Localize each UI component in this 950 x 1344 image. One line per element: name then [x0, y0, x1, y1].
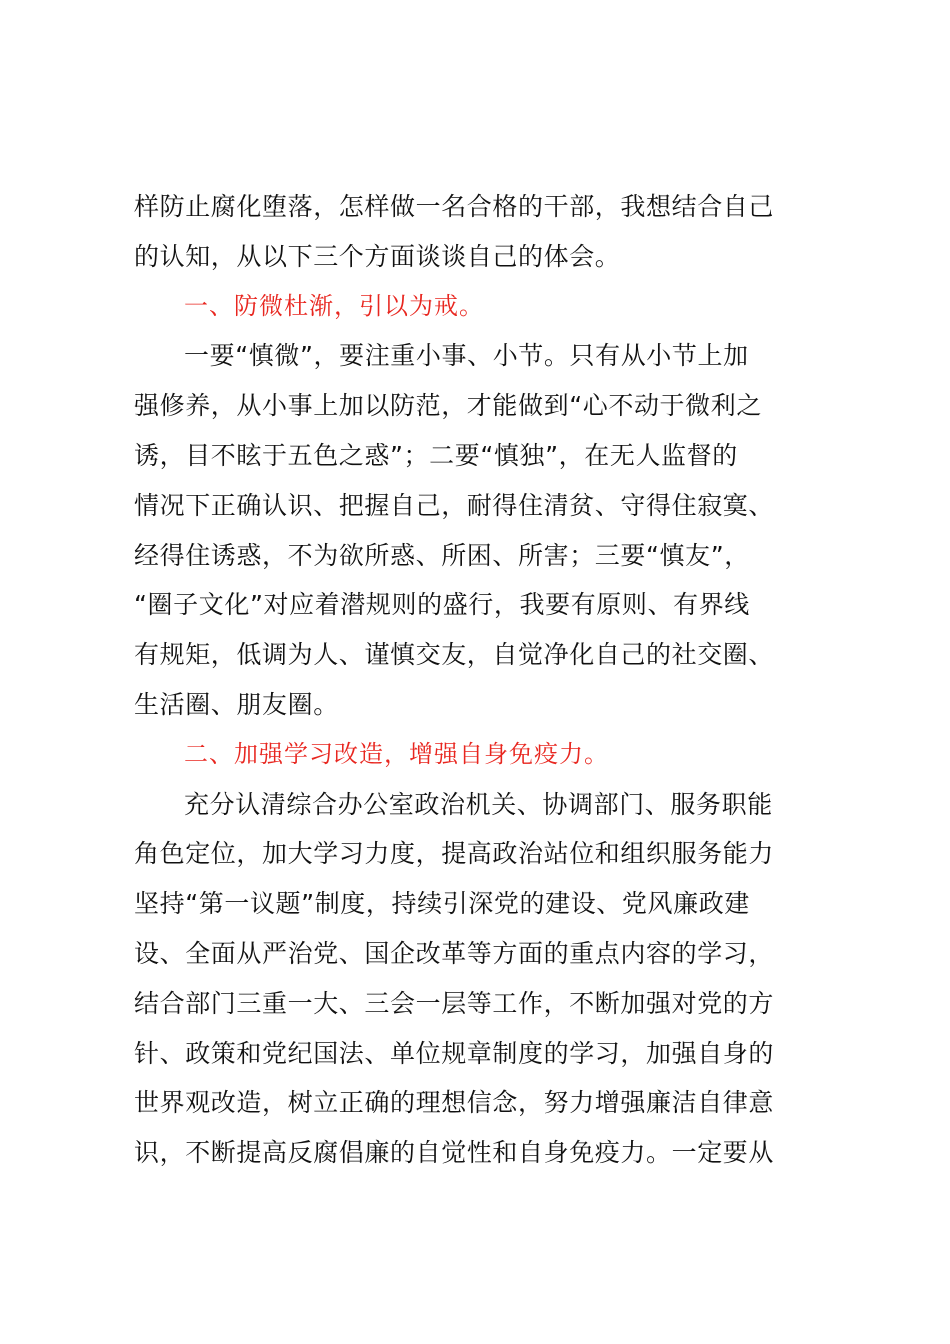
body-line: 识，不断提高反腐倡廉的自觉性和自身免疫力。一定要从: [134, 1138, 775, 1168]
body-line: 的认知，从以下三个方面谈谈自己的体会。: [134, 241, 621, 271]
body-line: 样防止腐化堕落，怎样做一名合格的干部，我想结合自己: [134, 192, 775, 221]
body-line: 角色定位，加大学习力度，提高政治站位和组织服务能力: [134, 839, 775, 869]
body-line: 情况下正确认识、把握自己，耐得住清贫、守得住寂寞、: [134, 490, 775, 520]
body-line: “圈子文化”对应着潜规则的盛行，我要有原则、有界线: [134, 590, 750, 620]
body-line: 世界观改造，树立正确的理想信念，努力增强廉洁自律意: [134, 1088, 775, 1118]
body-line: 一要“慎微”，要注重小事、小节。只有从小节上加: [184, 341, 749, 371]
body-line: 充分认清综合办公室政治机关、协调部门、服务职能: [184, 789, 773, 819]
body-line: 强修养，从小事上加以防范，才能做到“心不动于微利之: [134, 391, 762, 421]
document-body: [134, 182, 834, 1178]
body-line: 结合部门三重一大、三会一层等工作，不断加强对党的方: [134, 988, 775, 1018]
body-line: 坚持“第一议题”制度，持续引深党的建设、党风廉政建: [134, 889, 750, 919]
body-line: 经得住诱惑，不为欲所惑、所困、所害；三要“慎友”，: [134, 540, 750, 570]
body-line: 诱，目不眩于五色之惑”；二要“慎独”，在无人监督的: [134, 440, 738, 470]
body-line: 设、全面从严治党、国企改革等方面的重点内容的学习，: [134, 938, 775, 968]
body-line: 针、政策和党纪国法、单位规章制度的学习，加强自身的: [134, 1038, 775, 1068]
section-heading-2: 二、加强学习改造，增强自身免疫力。: [184, 739, 609, 768]
body-line: 有规矩，低调为人、谨慎交友，自觉净化自己的社交圈、: [134, 640, 775, 670]
section-heading-1: 一、防微杜渐，引以为戒。: [184, 291, 484, 320]
body-line: 生活圈、朋友圈。: [134, 689, 339, 719]
